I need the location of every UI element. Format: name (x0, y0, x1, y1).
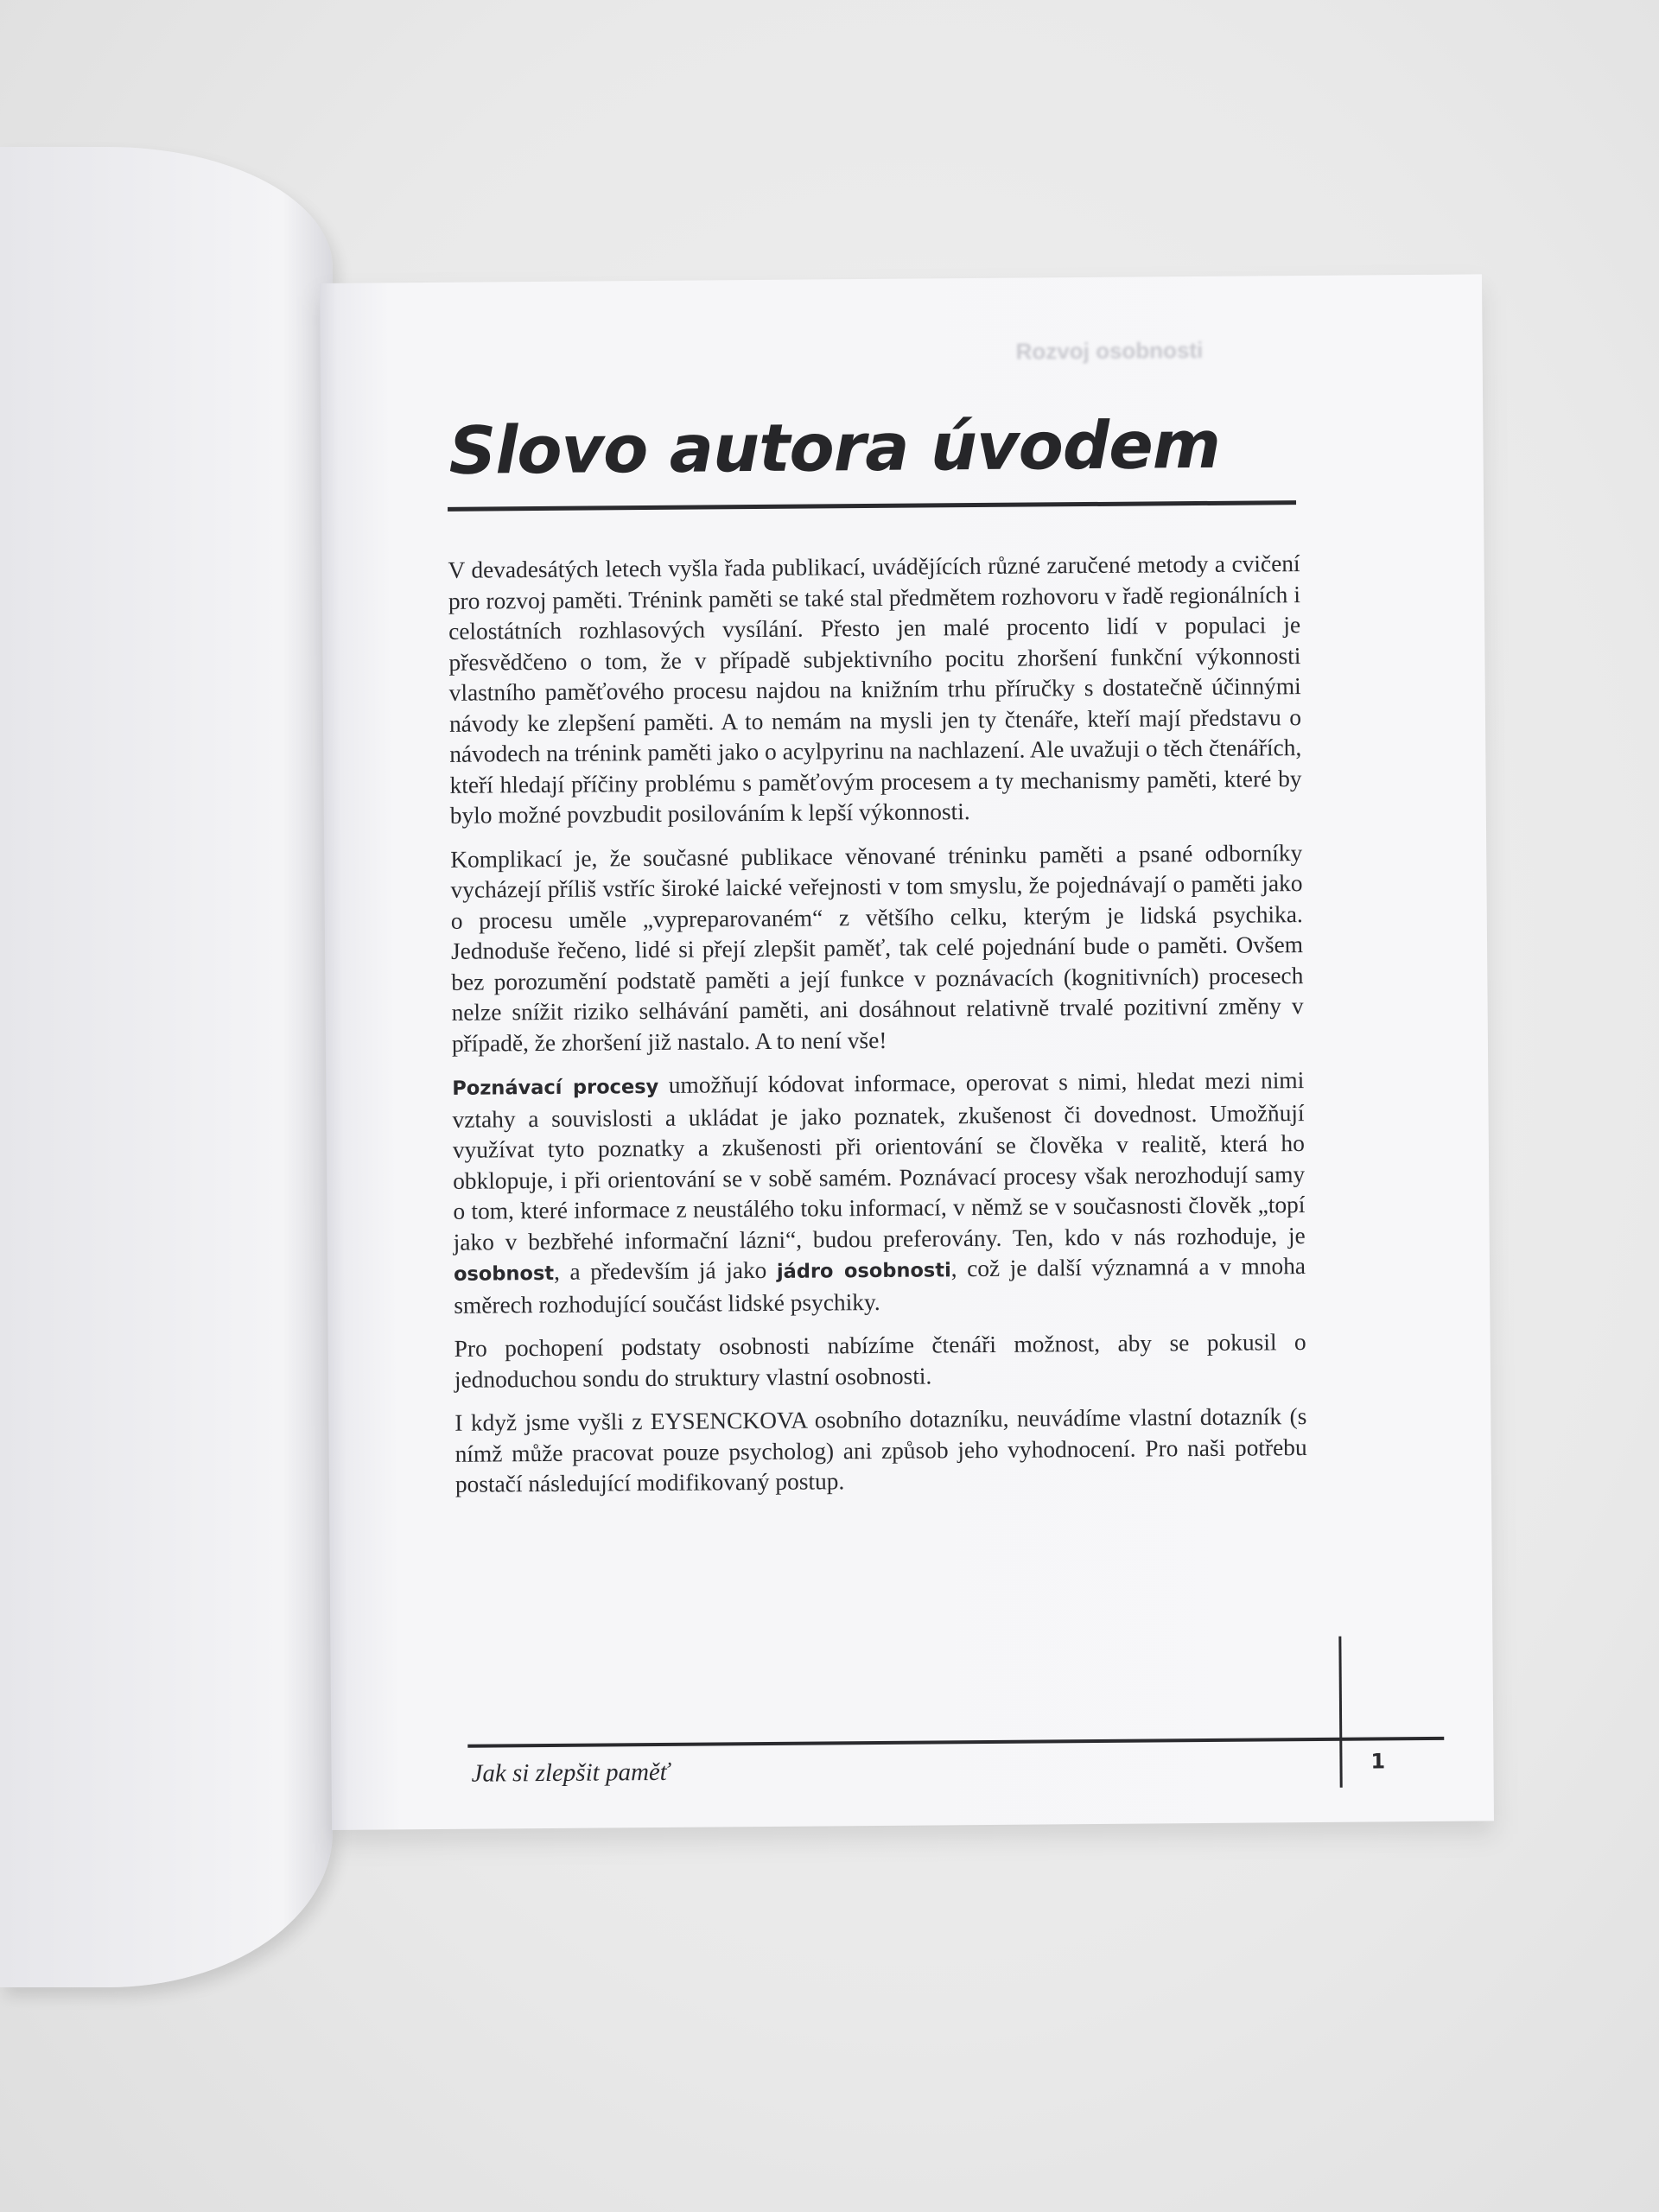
running-head: Rozvoj osobnosti (1015, 336, 1204, 365)
paragraph (450, 838, 1304, 1059)
title-underline (448, 500, 1296, 512)
page-title: Slovo autora úvodem (448, 405, 1221, 489)
footer-book-title: Jak si zlepšit paměť (471, 1758, 670, 1788)
paragraph (454, 1402, 1307, 1500)
bold-term: jádro osobnosti (776, 1259, 951, 1283)
footer-rule (467, 1737, 1444, 1748)
body-text (448, 549, 1307, 1513)
paragraph-text: V devadesátých letech vyšla řada publikací, uvádějících různé zaručené metody a cvičení pro rozvoj paměti. Trénink paměti se také stal předmětem rozhovoru v řadě regionálních i celostátních rozhlasových vysílání. Přesto jen malé procento lidí v populaci je přesvědčeno o tom, že v případě subjektivního pocitu zhoršení funkční výkonnosti vlastního paměťového procesu najdou na knižním trhu příručky s dostatečně účinnými návody ke zlepšení paměti. A to nemám na mysli jen ty čtenáře, kteří mají představu o návodech na trénink paměti jako o acylpyrinu na nachlazení. Ale uvažuji o těch čtenářích, kteří hledají příčiny problému s paměťovým procesem a ty mechanismy paměti, které by bylo možné povzbudit posilováním k lepší výkonnosti. (448, 550, 1302, 829)
paragraph-text: , a především já jako (553, 1256, 777, 1285)
paragraph-text: , což je další významná a v mnoha směrech rozhodující součást lidské psychiky. (454, 1253, 1306, 1319)
paragraph-text: I když jsme vyšli z EYSENCKOVA osobního dotazníku, neuvádíme vlastní dotazník (s nímž může pracovat pouze psycholog) ani způsob jeho vyhodnocení. Pro naši potřebu postačí následující modifikovaný postup. (454, 1403, 1307, 1497)
paragraph (452, 1065, 1306, 1321)
paragraph-text: umožňují kódovat informace, operovat s nimi, hledat mezi nimi vztahy a souvislosti a ukládat je jako poznatek, zkušenost či dovednost. Umožňují využívat tyto poznatky a zkušenosti při orientování se člověka v realitě, která ho obklopuje, i při orientování se v sobě samém. Poznávací procesy však nerozhodují samy o tom, které informace z neustálého toku informací, v němž se v současnosti člověk „topí jako v bezbřehé informační lázni“, budou preferovány. Ten, kdo v nás rozhoduje, je (452, 1067, 1306, 1255)
paragraph-text: Komplikací je, že současné publikace věnované tréninku paměti a psané odborníky vycházejí příliš vstříc široké laické veřejnosti v tom smyslu, že pojednávají o paměti jako o procesu uměle „vypreparovaném“ z většího celku, kterým je lidská psychika. Jednoduše řečeno, lidé si přejí zlepšit paměť, tak celé pojednání bude o paměti. Ovšem bez porozumění podstatě paměti a její funkce v poznávacích (kognitivních) procesech nelze snížit riziko selhávání paměti, ani dosáhnout relativně trvalé pozitivní změny v případě, že zhoršení již nastalo. A to není vše! (450, 839, 1304, 1057)
paragraph (448, 549, 1301, 831)
book-page (320, 274, 1494, 1830)
paragraph-text: Pro pochopení podstaty osobnosti nabízíme čtenáři možnost, aby se pokusil o jednoduchou sondu do struktury vlastní osobnosti. (454, 1329, 1306, 1393)
page-number: 1 (1370, 1749, 1386, 1774)
footer-vertical-rule (1338, 1637, 1342, 1788)
bold-term: Poznávací procesy (452, 1075, 659, 1100)
previous-page-blurred (0, 147, 333, 1987)
paragraph (454, 1327, 1307, 1395)
bold-term: osobnost (453, 1262, 555, 1286)
